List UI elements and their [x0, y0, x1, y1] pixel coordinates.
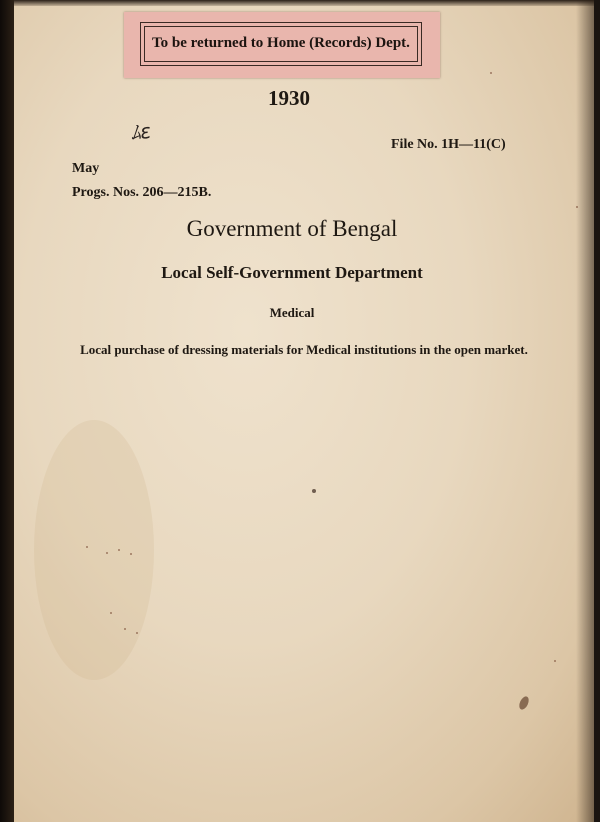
- paper-speck: [490, 72, 492, 74]
- paper-stain: [312, 489, 316, 493]
- paper-speck: [136, 632, 138, 634]
- label-border: [140, 22, 422, 66]
- file-number: File No. 1H—11(C): [391, 137, 506, 152]
- document-page: [14, 0, 594, 822]
- government-title: Government of Bengal: [186, 216, 398, 241]
- scan-left-edge: [0, 0, 14, 822]
- paper-stain: [517, 695, 530, 711]
- paper-speck: [124, 628, 126, 630]
- paper-speck: [130, 553, 132, 555]
- year-heading: 1930: [268, 86, 310, 110]
- paper-speck: [576, 206, 578, 208]
- paper-stain: [34, 420, 154, 680]
- paper-speck: [86, 546, 88, 548]
- proceedings-numbers: Progs. Nos. 206—215B.: [72, 185, 212, 200]
- paper-speck: [106, 552, 108, 554]
- records-label-text: To be returned to Home (Records) Dept.: [152, 35, 410, 51]
- month-label: May: [72, 161, 100, 176]
- handwritten-mark: ﾑε: [128, 118, 153, 146]
- paper-speck: [110, 612, 112, 614]
- paper-speck: [554, 660, 556, 662]
- section-title: Medical: [269, 305, 315, 320]
- subject-text: Local purchase of dressing materials for Medical institutions in the open market.: [80, 342, 528, 357]
- department-title: Local Self-Government Department: [161, 263, 423, 282]
- records-label-sticker: [124, 12, 440, 78]
- paper-speck: [118, 549, 120, 551]
